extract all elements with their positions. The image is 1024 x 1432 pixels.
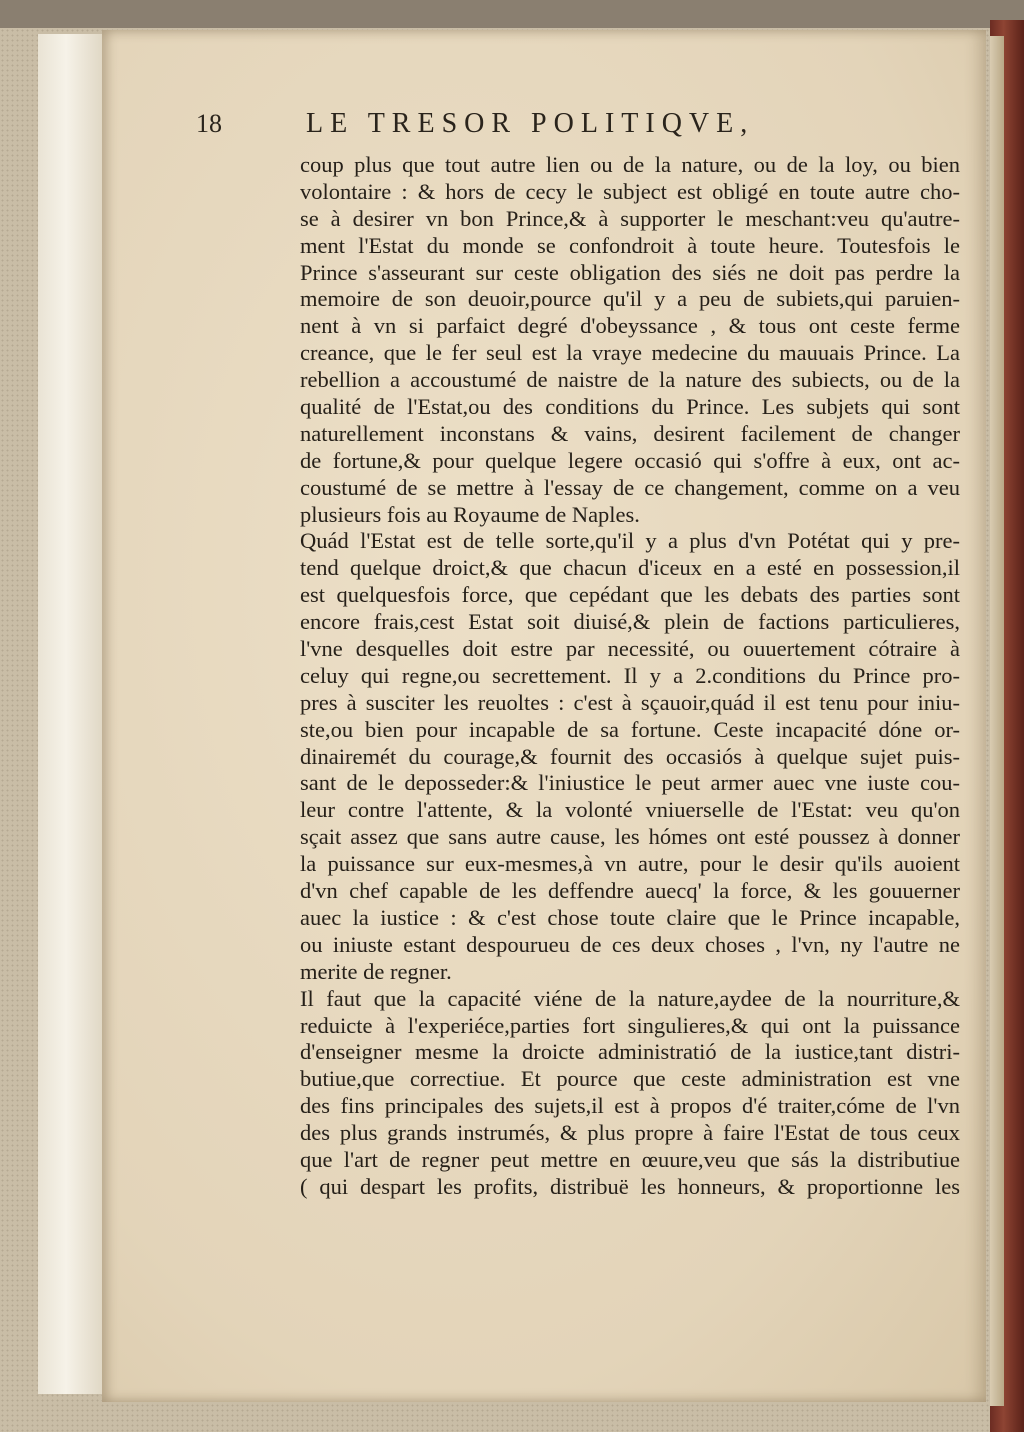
paragraph-3 (300, 986, 960, 1201)
text-line: des plus grands instrumés, & plus propre à faire l'Estat de tous ceux (300, 1120, 960, 1146)
text-line: celuy qui regne,ou secrettement. Il y a 2.conditions du Prince pro- (300, 662, 960, 688)
page-edges-right (990, 36, 1004, 1406)
text-line: pres à susciter les reuoltes : c'est à sçauoir,quád il est tenu pour iniu- (300, 689, 960, 715)
text-line: se à desirer vn bon Prince,& à supporter le meschant:veu qu'autre- (300, 205, 960, 231)
text-line: ou iniuste estant despourueu de ces deux choses , l'vn, ny l'autre ne (300, 931, 960, 957)
text-line: nent à vn si parfaict degré d'obeyssance , & tous ont ceste ferme (300, 313, 960, 339)
text-line: rebellion a accoustumé de naistre de la nature des subiects, ou de la (300, 367, 960, 393)
text-line: Il faut que la capacité viéne de la nature,aydee de la nourriture,& (300, 985, 960, 1011)
text-line: dinairemét du courage,& fournit des occasiós à quelque sujet puis- (300, 743, 960, 769)
text-line: sant de le deposseder:& l'iniustice le peut armer auec vne iuste cou- (300, 770, 960, 796)
text-line: la puissance sur eux-mesmes,à vn autre, pour le desir qu'ils auoient (300, 851, 960, 877)
running-head (196, 108, 876, 152)
text-line: merite de regner. (300, 958, 452, 984)
text-line: de fortune,& pour quelque legere occasió qui s'offre à eux, ont ac- (300, 447, 960, 473)
text-line: tend quelque droict,& que chacun d'iceux en a esté en possession,il (300, 555, 960, 581)
text-line: creance, que le fer seul est la vraye medecine du mauuais Prince. La (300, 340, 960, 366)
text-line: coustumé de se mettre à l'essay de ce changement, comme on a veu (300, 474, 960, 500)
page-number: 18 (196, 109, 222, 138)
text-line: volontaire : & hors de cecy le subject est obligé en toute autre cho- (300, 178, 960, 204)
text-line: Prince s'asseurant sur ceste obligation des siés ne doit pas perdre la (300, 259, 960, 285)
text-line: reduicte à l'experiéce,parties fort singulieres,& qui ont la puissance (300, 1012, 960, 1038)
text-line: encore frais,cest Estat soit diuisé,& plein de factions particulieres, (300, 609, 960, 635)
text-line: plusieurs fois au Royaume de Naples. (300, 501, 640, 527)
text-line: des fins principales des sujets,il est à propos d'é traiter,cóme de l'vn (300, 1093, 960, 1119)
text-line: ment l'Estat du monde se confondroit à toute heure. Toutesfois le (300, 232, 960, 258)
text-line: Quád l'Estat est de telle sorte,qu'il y a plus d'vn Potétat qui y pre- (300, 528, 960, 554)
text-line: d'enseigner mesme la droicte administratió de la iustice,tant distri- (300, 1039, 960, 1065)
text-line: d'vn chef capable de les deffendre auecq' la force, & les gouuerner (300, 878, 960, 904)
body-text (300, 152, 960, 1201)
text-line: coup plus que tout autre lien ou de la nature, ou de la loy, ou bien (300, 152, 960, 177)
text-line: sçait assez que sans autre cause, les hómes ont esté poussez à donner (300, 824, 960, 850)
text-line: ste,ou bien pour incapable de sa fortune. Ceste incapacité dóne or- (300, 716, 960, 742)
text-line: memoire de son deuoir,pource qu'il y a peu de subiets,qui paruien- (300, 286, 960, 312)
text-line: auec la iustice : & c'est chose toute claire que le Prince incapable, (300, 904, 960, 930)
page-edges-left (38, 34, 109, 1394)
text-line: butiue,que correctiue. Et pource que ceste administration est vne (300, 1066, 960, 1092)
text-line: que l'art de regner peut mettre en œuure,veu que sás la distributiue (300, 1146, 960, 1172)
paragraph-2 (300, 528, 960, 985)
paragraph-1 (300, 152, 960, 528)
text-line: naturellement inconstans & vains, desirent facilement de changer (300, 420, 960, 446)
text-line: qualité de l'Estat,ou des conditions du Prince. Les subjets qui sont (300, 394, 960, 420)
text-line: ( qui despart les profits, distribuë les honneurs, & proportionne les (300, 1173, 960, 1199)
text-line: l'vne desquelles doit estre par necessité, ou ouuertement cótraire à (300, 636, 960, 662)
text-line: est quelquesfois force, que cepédant que les debats des parties sont (300, 582, 960, 608)
text-line: leur contre l'attente, & la volonté vniuerselle de l'Estat: veu qu'on (300, 797, 960, 823)
running-title: LE TRESOR POLITIQVE, (306, 108, 755, 139)
